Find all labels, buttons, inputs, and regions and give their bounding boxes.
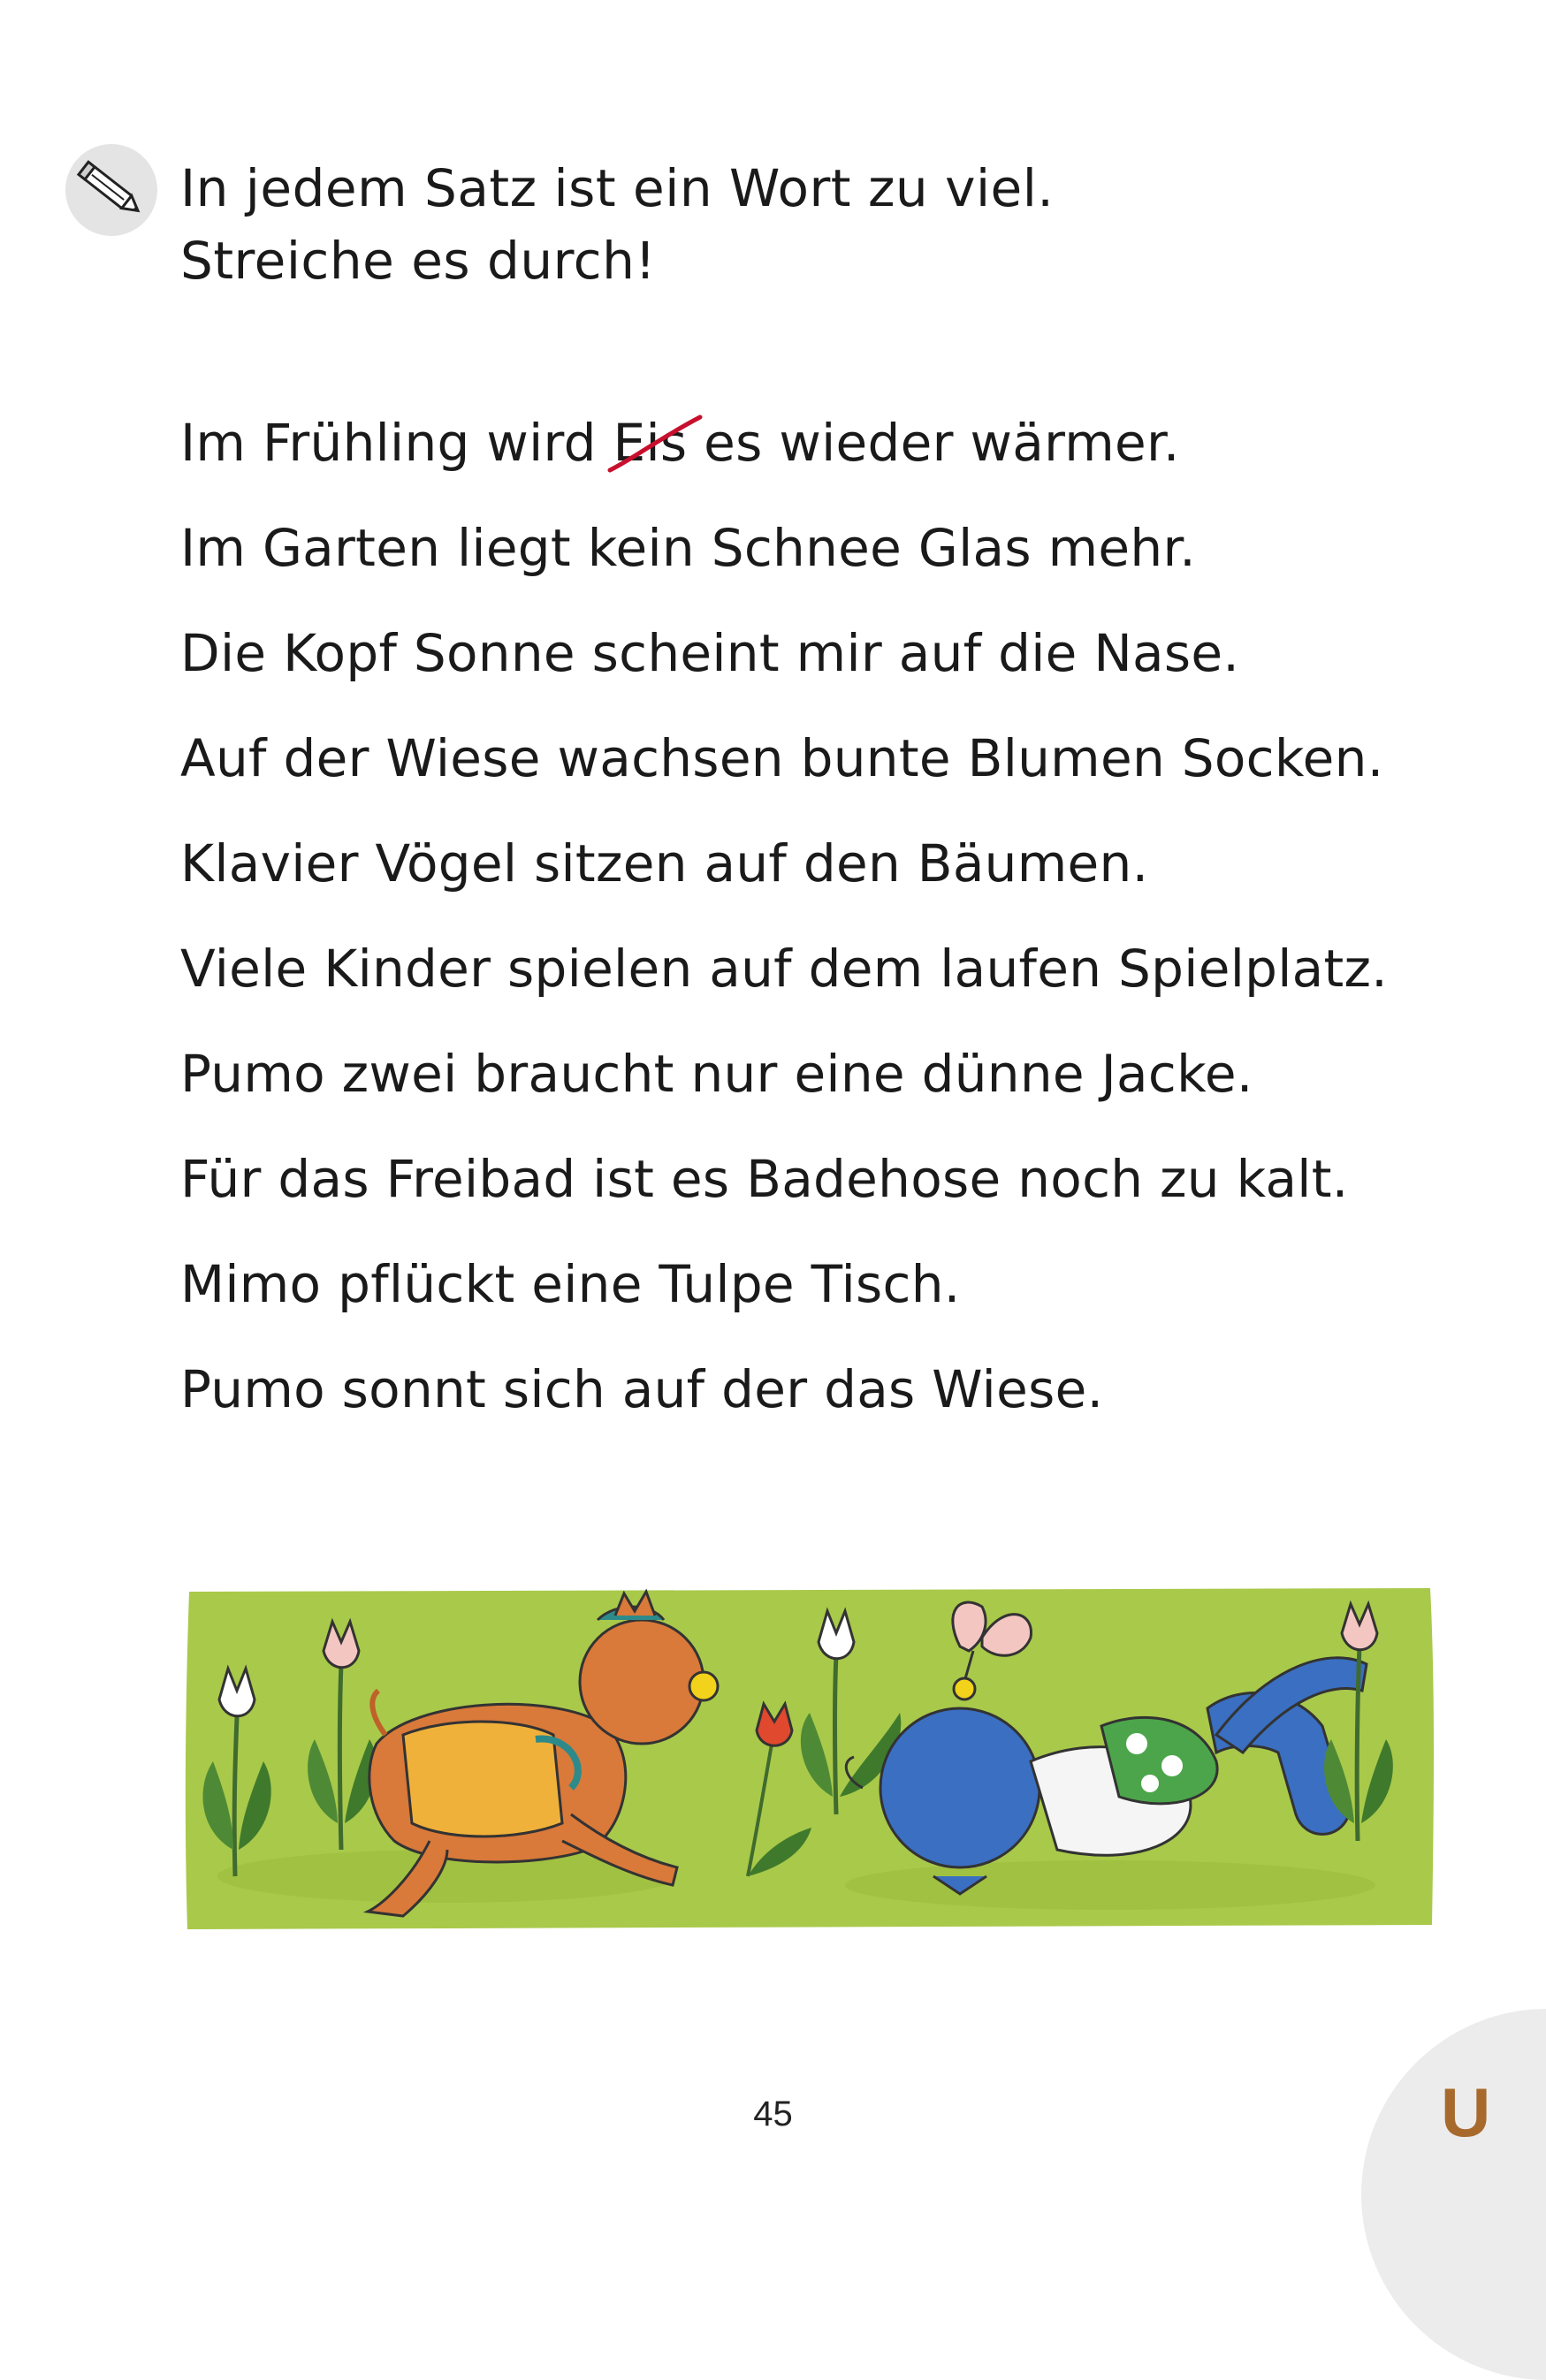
sentence-1 bbox=[180, 407, 1388, 512]
struck-word bbox=[613, 407, 688, 479]
sentence-6: Viele Kinder spielen auf dem laufen Spielplatz. bbox=[180, 939, 1388, 999]
sentence-2: Im Garten liegt kein Schnee Glas mehr. bbox=[180, 518, 1196, 578]
sentence-8: Für das Freibad ist es Badehose noch zu kalt. bbox=[180, 1149, 1349, 1209]
page-number: 45 bbox=[753, 2095, 793, 2133]
sentence-10: Pumo sonnt sich auf der das Wiese. bbox=[180, 1359, 1104, 1419]
strike-mark-icon bbox=[608, 414, 705, 475]
sentence-7: Pumo zwei braucht nur eine dünne Jacke. bbox=[180, 1044, 1253, 1104]
sentence-list bbox=[180, 407, 1388, 1458]
sentence-4: Auf der Wiese wachsen bunte Blumen Socken. bbox=[180, 728, 1384, 788]
sentence-text: Im Frühling wird bbox=[180, 413, 613, 473]
sentence-9: Mimo pflückt eine Tulpe Tisch. bbox=[180, 1254, 961, 1314]
sentence-5: Klavier Vögel sitzen auf den Bäumen. bbox=[180, 833, 1149, 893]
instruction-line-1: In jedem Satz ist ein Wort zu viel. bbox=[180, 158, 1055, 218]
instruction-line-2: Streiche es durch! bbox=[180, 231, 657, 291]
meadow-illustration bbox=[182, 1585, 1437, 1935]
struck-word-text: Eis bbox=[613, 413, 688, 473]
sentence-3: Die Kopf Sonne scheint mir auf die Nase. bbox=[180, 623, 1240, 683]
chapter-tab-letter: U bbox=[1441, 2073, 1491, 2151]
sentence-text: es wieder wärmer. bbox=[687, 413, 1180, 473]
chapter-tab bbox=[1361, 2009, 1546, 2380]
instruction bbox=[180, 152, 1054, 297]
pencil-icon bbox=[65, 144, 157, 236]
